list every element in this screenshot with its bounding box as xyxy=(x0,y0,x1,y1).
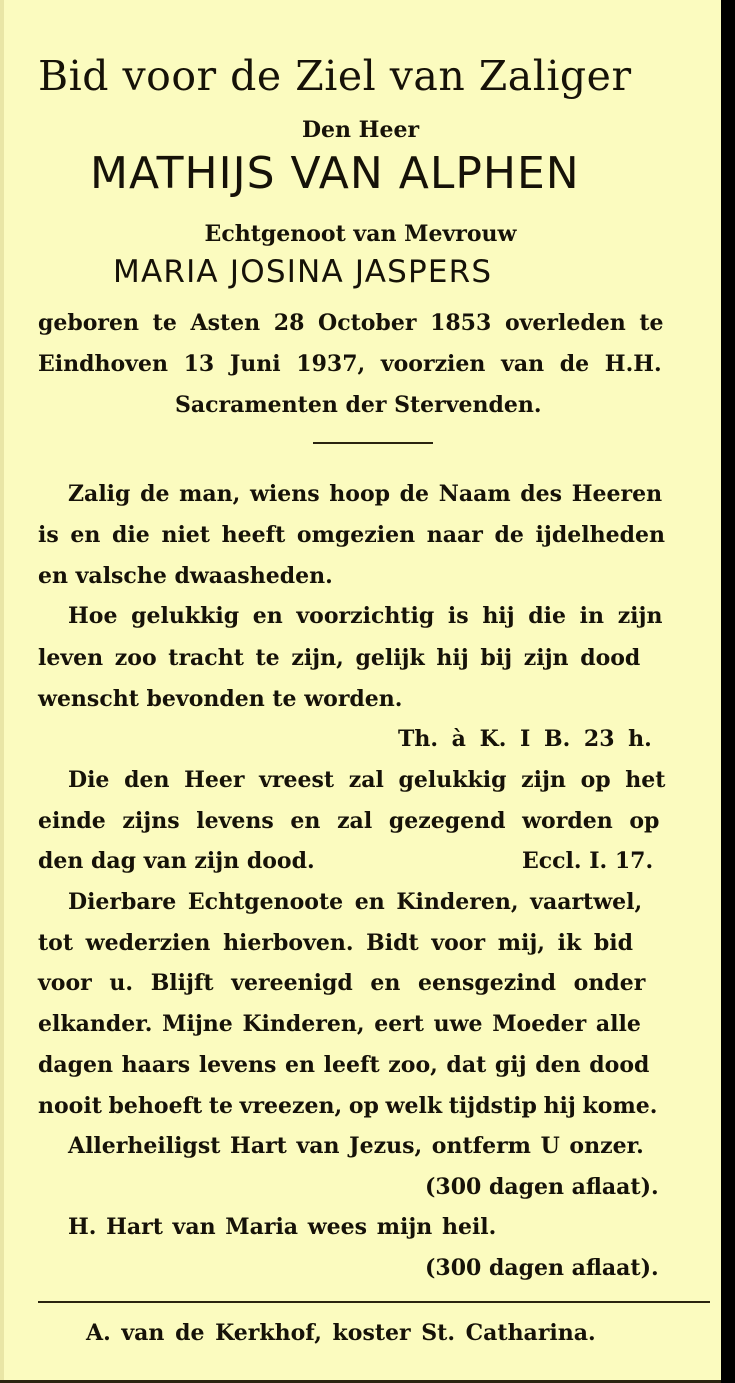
verse-line: Zalig de man, wiens hoop de Naam des Heeren xyxy=(68,481,663,507)
biography-line: Sacramenten der Stervenden. xyxy=(175,392,542,418)
verse-line: den dag van zijn dood. xyxy=(38,848,315,874)
indulgence-note: (300 dagen aflaat). xyxy=(425,1174,659,1200)
farewell-line: tot wederzien hierboven. Bidt voor mij, ik bid xyxy=(38,930,633,956)
verse-line: einde zijns levens en zal gezegend worden op xyxy=(38,808,660,834)
verse-line: en valsche dwaasheden. xyxy=(38,563,333,589)
verse-line: Die den Heer vreest zal gelukkig zijn op het xyxy=(68,767,666,793)
spouse-name: MARIA JOSINA JASPERS xyxy=(113,254,493,290)
title-line: Den Heer xyxy=(301,117,420,143)
verse-line: leven zoo tracht te zijn, gelijk hij bij zijn dood xyxy=(38,645,641,671)
farewell-line: Dierbare Echtgenoote en Kinderen, vaartwel, xyxy=(68,889,643,915)
spouse-line: Echtgenoot van Mevrouw xyxy=(204,221,517,247)
prayer-line: H. Hart van Maria wees mijn heil. xyxy=(68,1214,497,1240)
citation: Th. à K. I B. 23 h. xyxy=(398,726,652,752)
indulgence-note: (300 dagen aflaat). xyxy=(425,1255,659,1281)
farewell-line: nooit behoeft te vreezen, op welk tijdstip hij kome. xyxy=(38,1093,658,1119)
printer-credit: A. van de Kerkhof, koster St. Catharina. xyxy=(86,1320,596,1346)
prayer-heading: Bid voor de Ziel van Zaliger xyxy=(38,52,632,100)
verse-line: Hoe gelukkig en voorzichtig is hij die in zijn xyxy=(68,603,663,629)
citation: Eccl. I. 17. xyxy=(522,848,654,874)
verse-line: is en die niet heeft omgezien naar de ijdelheden xyxy=(38,522,665,548)
biography-line: Eindhoven 13 Juni 1937, voorzien van de H.H. xyxy=(38,351,662,377)
prayer-line: Allerheiligst Hart van Jezus, ontferm U onzer. xyxy=(68,1133,644,1159)
biography-line: geboren te Asten 28 October 1853 overleden te xyxy=(38,310,664,336)
farewell-line: dagen haars levens en leeft zoo, dat gij den dood xyxy=(38,1052,650,1078)
footer-divider xyxy=(38,1301,710,1303)
farewell-line: voor u. Blijft vereenigd en eensgezind onder xyxy=(38,970,646,996)
verse-line: wenscht bevonden te worden. xyxy=(38,686,403,712)
deceased-name: MATHIJS VAN ALPHEN xyxy=(90,148,580,199)
card-edge xyxy=(0,0,4,1383)
divider xyxy=(313,442,433,444)
farewell-line: elkander. Mijne Kinderen, eert uwe Moeder alle xyxy=(38,1011,641,1037)
